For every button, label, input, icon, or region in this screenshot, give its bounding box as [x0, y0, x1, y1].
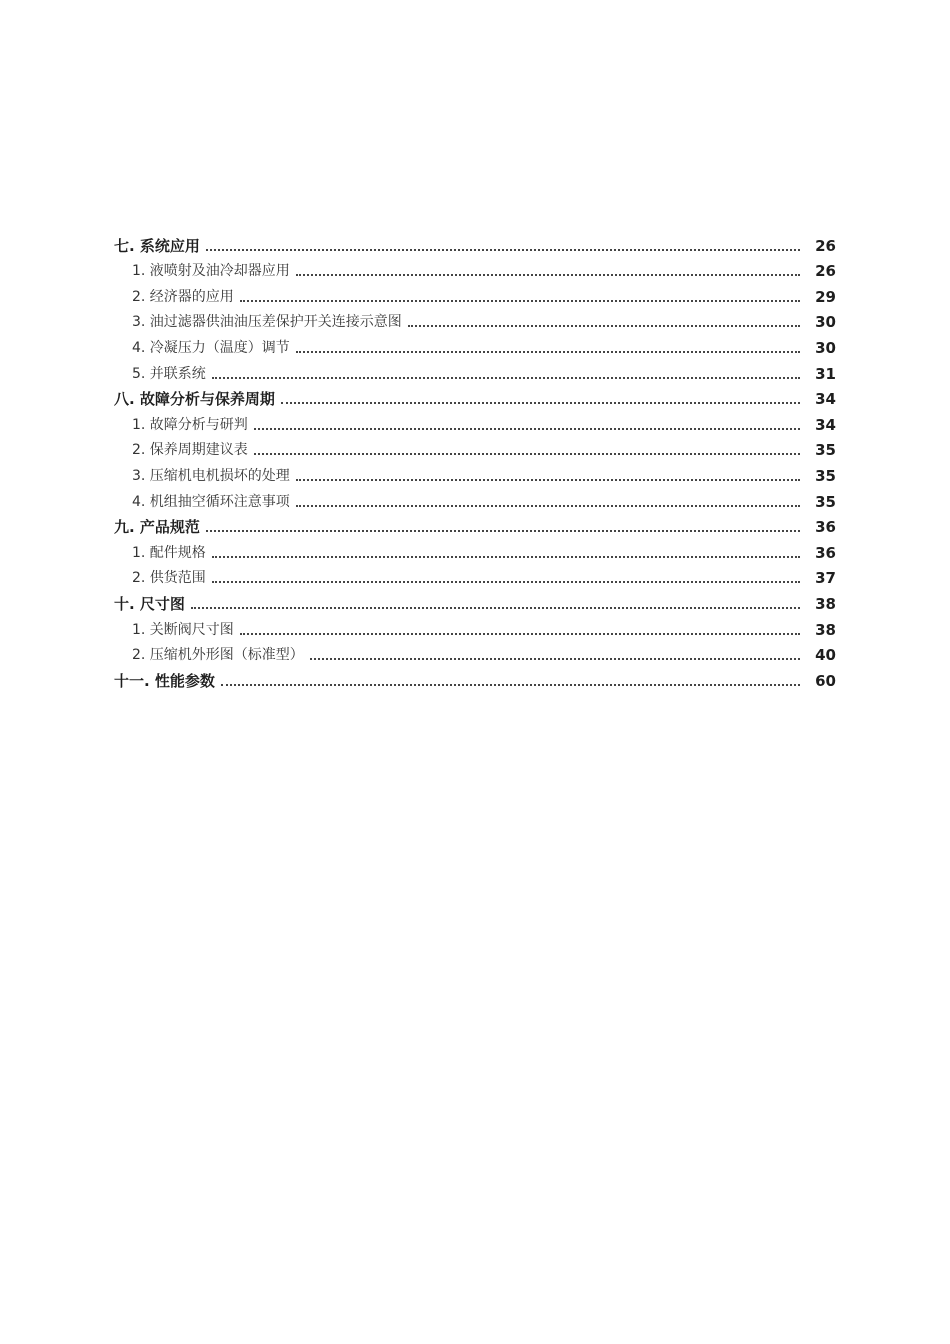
toc-entry-page: 29	[815, 287, 836, 306]
toc-entry-page: 40	[815, 646, 836, 665]
toc-entry[interactable]	[114, 486, 836, 512]
toc-entry-page: 35	[815, 441, 836, 460]
dot-leader	[212, 556, 800, 558]
dot-leader	[206, 530, 800, 532]
toc-entry[interactable]	[114, 460, 836, 486]
toc-entry-title: 3. 压缩机电机损坏的处理	[132, 467, 290, 484]
toc-entry-title: 八. 故障分析与保养周期	[114, 390, 275, 409]
toc-entry[interactable]	[114, 435, 836, 461]
toc-entry-page: 36	[815, 543, 836, 562]
toc-entry-page: 34	[815, 415, 836, 434]
toc-entry[interactable]	[114, 281, 836, 307]
toc-entry-page: 31	[815, 364, 836, 383]
toc-entry-page: 38	[815, 620, 836, 639]
toc-entry-title: 4. 机组抽空循环注意事项	[132, 493, 290, 510]
toc-entry-title: 1. 关断阀尺寸图	[132, 621, 234, 638]
toc-entry-title: 2. 保养周期建议表	[132, 442, 248, 459]
toc-entry-title: 4. 冷凝压力（温度）调节	[132, 339, 290, 356]
dot-leader	[296, 274, 800, 276]
dot-leader	[296, 479, 800, 481]
toc-entry-page: 26	[815, 236, 836, 255]
dot-leader	[408, 325, 800, 327]
dot-leader	[296, 505, 800, 507]
toc-entry-title: 3. 油过滤器供油油压差保护开关连接示意图	[132, 314, 402, 331]
toc-entry-title: 1. 故障分析与研判	[132, 416, 248, 433]
toc-entry-page: 38	[815, 594, 836, 613]
toc-entry-page: 37	[815, 569, 836, 588]
toc-entry-title: 1. 液喷射及油冷却器应用	[132, 263, 290, 280]
dot-leader	[206, 249, 800, 251]
toc-entry[interactable]	[114, 640, 836, 666]
toc-entry-title: 5. 并联系统	[132, 365, 206, 382]
toc-entry[interactable]	[114, 563, 836, 589]
toc-entry[interactable]	[114, 384, 836, 410]
toc-entry-page: 26	[815, 262, 836, 281]
dot-leader	[240, 633, 800, 635]
toc-entry-title: 十. 尺寸图	[114, 594, 185, 613]
toc-entry[interactable]	[114, 588, 836, 614]
toc-entry[interactable]	[114, 332, 836, 358]
toc-entry-page: 35	[815, 492, 836, 511]
toc-entry[interactable]	[114, 512, 836, 538]
toc-entry-title: 1. 配件规格	[132, 544, 206, 561]
toc-entry-page: 35	[815, 466, 836, 485]
dot-leader	[212, 377, 800, 379]
toc-entry[interactable]	[114, 665, 836, 691]
toc-entry-title: 2. 压缩机外形图（标准型）	[132, 647, 304, 664]
toc-entry-title: 七. 系统应用	[114, 236, 200, 255]
toc-entry[interactable]	[114, 614, 836, 640]
toc-entry[interactable]	[114, 230, 836, 256]
dot-leader	[254, 453, 800, 455]
toc-entry[interactable]	[114, 358, 836, 384]
dot-leader	[221, 684, 800, 686]
toc-entry[interactable]	[114, 537, 836, 563]
dot-leader	[191, 607, 800, 609]
toc-entry[interactable]	[114, 256, 836, 282]
toc-entry-page: 30	[815, 313, 836, 332]
toc-entry[interactable]	[114, 307, 836, 333]
toc-entry-title: 九. 产品规范	[114, 518, 200, 537]
toc-entry-title: 十一. 性能参数	[114, 671, 215, 690]
toc-entry-title: 2. 经济器的应用	[132, 288, 234, 305]
toc-entry-page: 30	[815, 338, 836, 357]
dot-leader	[212, 581, 800, 583]
dot-leader	[310, 658, 800, 660]
toc-entry[interactable]	[114, 409, 836, 435]
dot-leader	[254, 428, 800, 430]
toc-entry-title: 2. 供货范围	[132, 570, 206, 587]
toc-entry-page: 36	[815, 518, 836, 537]
dot-leader	[281, 402, 800, 404]
dot-leader	[296, 351, 800, 353]
dot-leader	[240, 300, 800, 302]
toc-entry-page: 34	[815, 390, 836, 409]
toc-entry-page: 60	[815, 671, 836, 690]
table-of-contents	[114, 230, 836, 691]
